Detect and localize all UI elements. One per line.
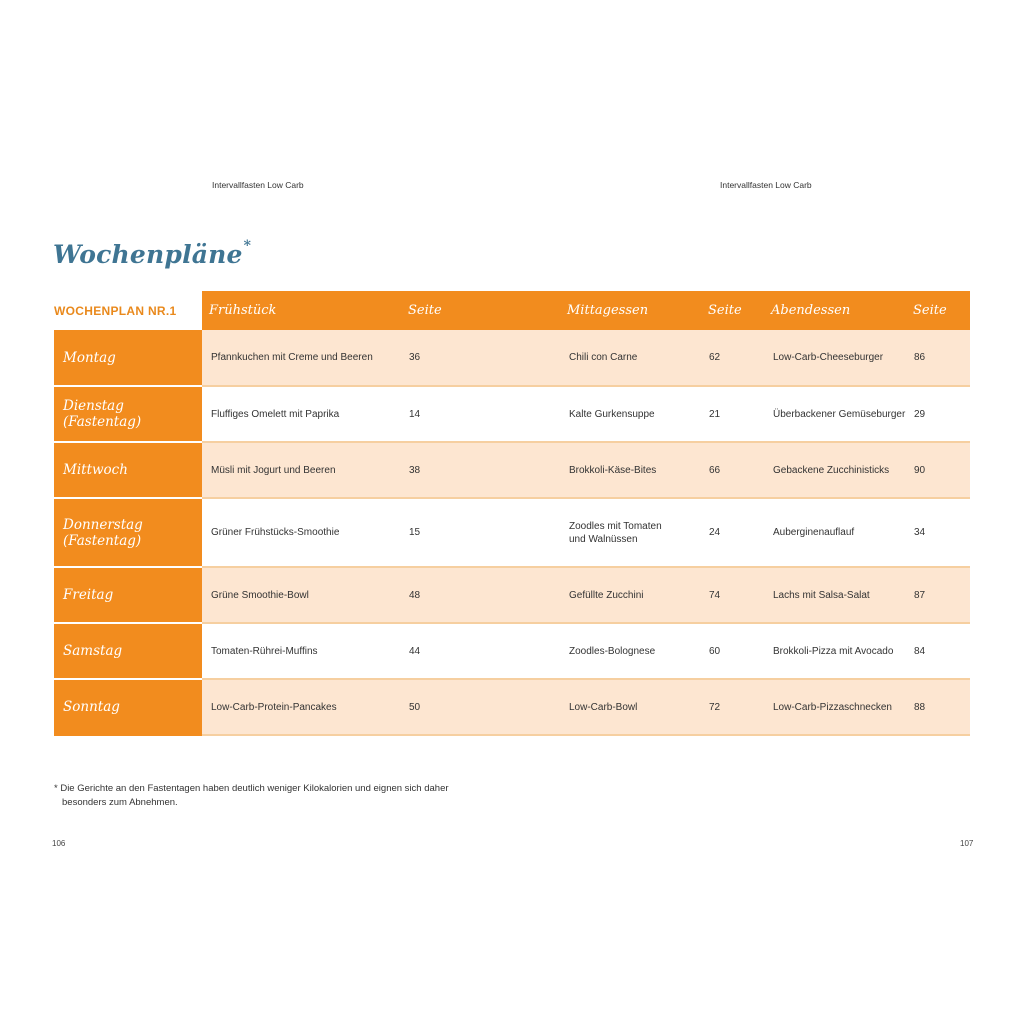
lunch-cell: Brokkoli-Käse-Bites <box>560 442 701 498</box>
page-number-left: 106 <box>52 839 66 848</box>
lunch-page-cell: 62 <box>701 330 764 386</box>
breakfast-page-cell: 14 <box>401 386 560 442</box>
day-label: Dienstag (Fastentag) <box>54 386 202 442</box>
breakfast-cell: Pfannkuchen mit Creme und Beeren <box>202 330 401 386</box>
running-head-left: Intervallfasten Low Carb <box>212 180 304 190</box>
dinner-page-cell: 88 <box>906 679 970 735</box>
day-label: Sonntag <box>54 679 202 735</box>
dinner-page-cell: 29 <box>906 386 970 442</box>
lunch-line-1: Zoodles mit Tomaten <box>569 520 662 532</box>
table-row <box>54 330 970 386</box>
lunch-cell: Low-Carb-Bowl <box>560 679 701 735</box>
lunch-page-cell: 24 <box>701 498 764 567</box>
table-row <box>54 679 970 735</box>
plan-label: WOCHENPLAN NR.1 <box>54 291 202 330</box>
breakfast-page-cell: 50 <box>401 679 560 735</box>
footnote-marker: * <box>243 238 252 254</box>
weekly-plan-table <box>54 291 970 736</box>
lunch-page-cell: 74 <box>701 567 764 623</box>
section-title <box>53 240 251 269</box>
column-header-breakfast: Frühstück <box>202 291 401 330</box>
day-label: Mittwoch <box>54 442 202 498</box>
table-row <box>54 623 970 679</box>
table-header-row <box>54 291 970 330</box>
lunch-page-cell: 60 <box>701 623 764 679</box>
table-row <box>54 386 970 442</box>
dinner-page-cell: 86 <box>906 330 970 386</box>
section-title-text: Wochenpläne <box>53 240 243 269</box>
dinner-cell: Lachs mit Salsa-Salat <box>764 567 906 623</box>
dinner-cell: Low-Carb-Cheeseburger <box>764 330 906 386</box>
breakfast-page-cell: 36 <box>401 330 560 386</box>
column-header-dinner: Abendessen <box>764 291 906 330</box>
breakfast-cell: Tomaten-Rührei-Muffins <box>202 623 401 679</box>
day-label: Samstag <box>54 623 202 679</box>
breakfast-cell: Grüne Smoothie-Bowl <box>202 567 401 623</box>
day-label: Montag <box>54 330 202 386</box>
table-row <box>54 498 970 567</box>
column-header-page: Seite <box>401 291 560 330</box>
lunch-page-cell: 66 <box>701 442 764 498</box>
breakfast-cell: Grüner Frühstücks-Smoothie <box>202 498 401 567</box>
lunch-cell <box>560 498 701 567</box>
breakfast-page-cell: 48 <box>401 567 560 623</box>
lunch-line-2: und Walnüssen <box>569 533 638 545</box>
column-header-page: Seite <box>701 291 764 330</box>
breakfast-cell: Fluffiges Omelett mit Paprika <box>202 386 401 442</box>
dinner-cell: Low-Carb-Pizzaschnecken <box>764 679 906 735</box>
column-header-page: Seite <box>906 291 970 330</box>
dinner-cell: Auberginenauflauf <box>764 498 906 567</box>
dinner-page-cell: 34 <box>906 498 970 567</box>
dinner-cell: Gebackene Zucchinisticks <box>764 442 906 498</box>
table-row <box>54 442 970 498</box>
lunch-page-cell: 21 <box>701 386 764 442</box>
breakfast-cell: Müsli mit Jogurt und Beeren <box>202 442 401 498</box>
dinner-page-cell: 90 <box>906 442 970 498</box>
breakfast-page-cell: 15 <box>401 498 560 567</box>
column-header-lunch: Mittagessen <box>560 291 701 330</box>
lunch-cell: Kalte Gurkensuppe <box>560 386 701 442</box>
breakfast-page-cell: 38 <box>401 442 560 498</box>
dinner-cell: Überbackener Gemüseburger <box>764 386 906 442</box>
dinner-page-cell: 87 <box>906 567 970 623</box>
lunch-cell: Chili con Carne <box>560 330 701 386</box>
day-label: Freitag <box>54 567 202 623</box>
breakfast-cell: Low-Carb-Protein-Pancakes <box>202 679 401 735</box>
lunch-cell: Gefüllte Zucchini <box>560 567 701 623</box>
breakfast-page-cell: 44 <box>401 623 560 679</box>
lunch-cell: Zoodles-Bolognese <box>560 623 701 679</box>
footnote: * Die Gerichte an den Fastentagen haben deutlich weniger Kilokalorien und eignen sich daher besonders zum Abnehmen. <box>54 783 449 808</box>
running-head-right: Intervallfasten Low Carb <box>720 180 812 190</box>
dinner-cell: Brokkoli-Pizza mit Avocado <box>764 623 906 679</box>
table-row <box>54 567 970 623</box>
day-label: Donnerstag (Fastentag) <box>54 498 202 567</box>
lunch-page-cell: 72 <box>701 679 764 735</box>
page-number-right: 107 <box>960 839 974 848</box>
dinner-page-cell: 84 <box>906 623 970 679</box>
